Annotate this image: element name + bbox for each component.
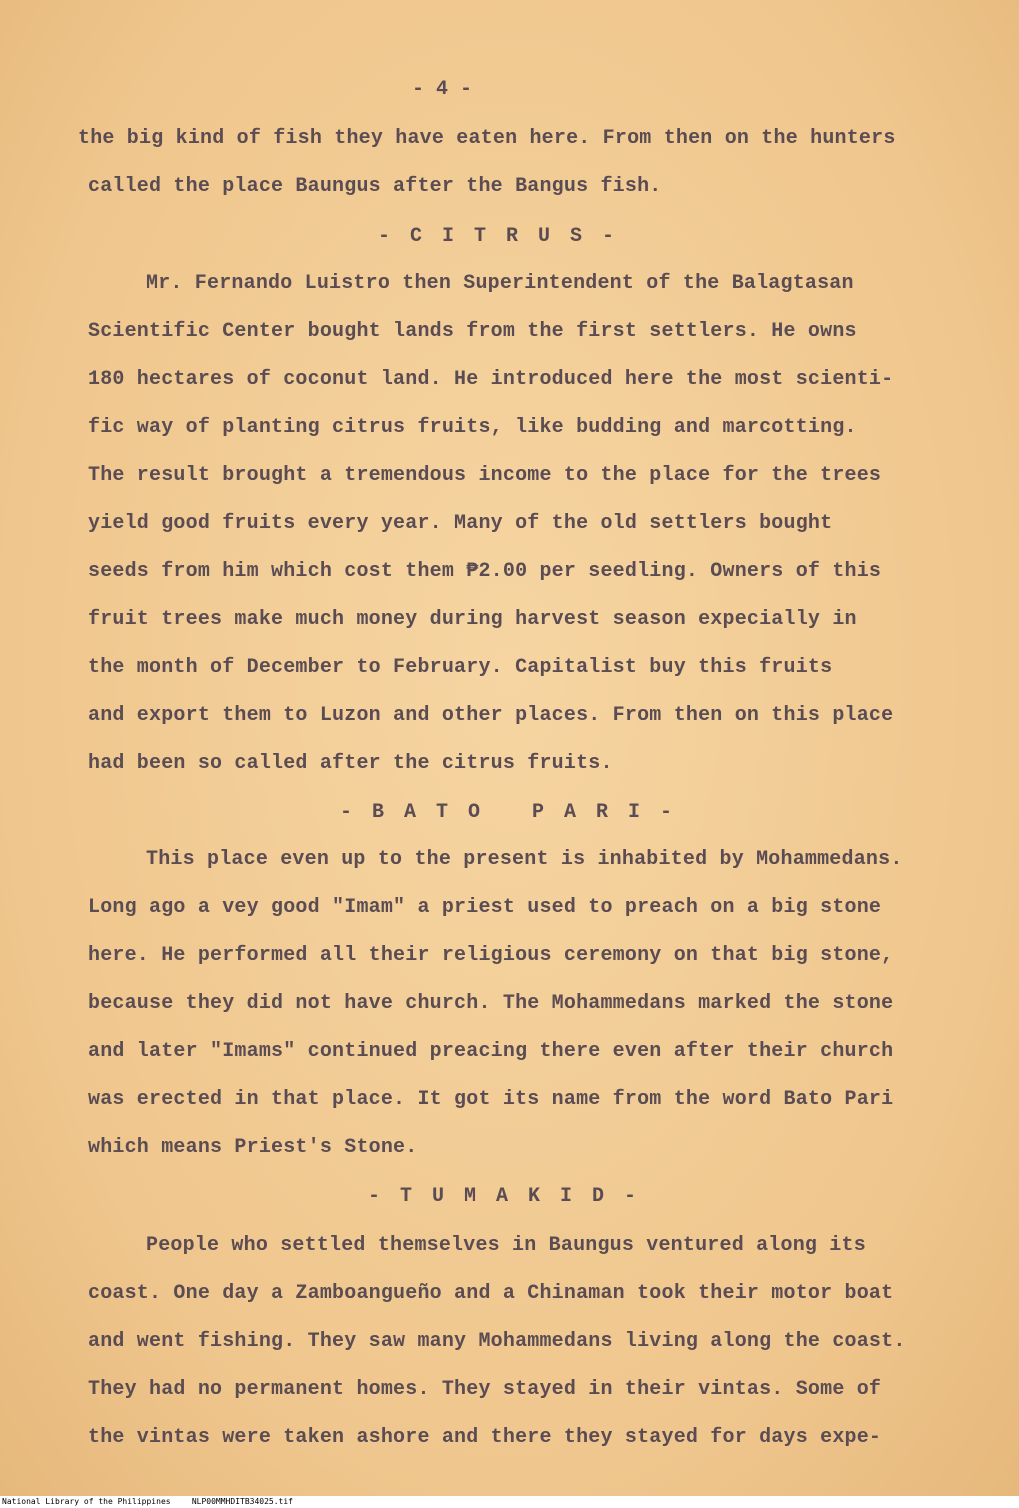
text-line: was erected in that place. It got its name from the word Bato Pari — [88, 1088, 894, 1111]
text-line: Scientific Center bought lands from the first settlers. He owns — [88, 320, 857, 343]
text-line: Mr. Fernando Luistro then Superintendent of the Balagtasan — [146, 272, 854, 295]
section-heading-tumakid: - T U M A K I D - — [368, 1185, 641, 1208]
text-line: called the place Baungus after the Bangus fish. — [88, 175, 662, 198]
text-line: which means Priest's Stone. — [88, 1136, 418, 1159]
text-line: the month of December to February. Capitalist buy this fruits — [88, 656, 833, 679]
footer-file: NLP00MMHDITB34025.tif — [191, 1497, 293, 1506]
text-line: 180 hectares of coconut land. He introduced here the most scienti- — [88, 368, 894, 391]
section-heading-bato-pari: - B A T O P A R I - — [340, 801, 677, 824]
scan-footer — [0, 1496, 1019, 1508]
text-line: People who settled themselves in Baungus ventured along its — [146, 1234, 866, 1257]
text-line: and export them to Luzon and other places. From then on this place — [88, 704, 894, 727]
section-heading-citrus: - C I T R U S - — [378, 225, 619, 248]
text-line: and went fishing. They saw many Mohammedans living along the coast. — [88, 1330, 906, 1353]
text-line: The result brought a tremendous income to the place for the trees — [88, 464, 882, 487]
text-line: Long ago a vey good "Imam" a priest used to preach on a big stone — [88, 896, 882, 919]
text-line: fic way of planting citrus fruits, like budding and marcotting. — [88, 416, 857, 439]
text-line: and later "Imams" continued preacing there even after their church — [88, 1040, 894, 1063]
text-line: here. He performed all their religious ceremony on that big stone, — [88, 944, 894, 967]
text-line: They had no permanent homes. They stayed in their vintas. Some of — [88, 1378, 882, 1401]
text-line: the vintas were taken ashore and there they stayed for days expe- — [88, 1426, 882, 1449]
text-line: because they did not have church. The Mohammedans marked the stone — [88, 992, 894, 1015]
text-line: fruit trees make much money during harvest season expecially in — [88, 608, 857, 631]
page-number: - 4 - — [412, 78, 473, 101]
text-line: seeds from him which cost them ₱2.00 per seedling. Owners of this — [88, 560, 882, 583]
footer-library: National Library of the Philippines — [2, 1497, 171, 1506]
text-line: had been so called after the citrus fruits. — [88, 752, 613, 775]
text-line: coast. One day a Zamboangueño and a Chinaman took their motor boat — [88, 1282, 894, 1305]
text-line: This place even up to the present is inhabited by Mohammedans. — [146, 848, 903, 871]
text-line: yield good fruits every year. Many of the old settlers bought — [88, 512, 833, 535]
text-line: the big kind of fish they have eaten here. From then on the hunters — [78, 127, 896, 150]
